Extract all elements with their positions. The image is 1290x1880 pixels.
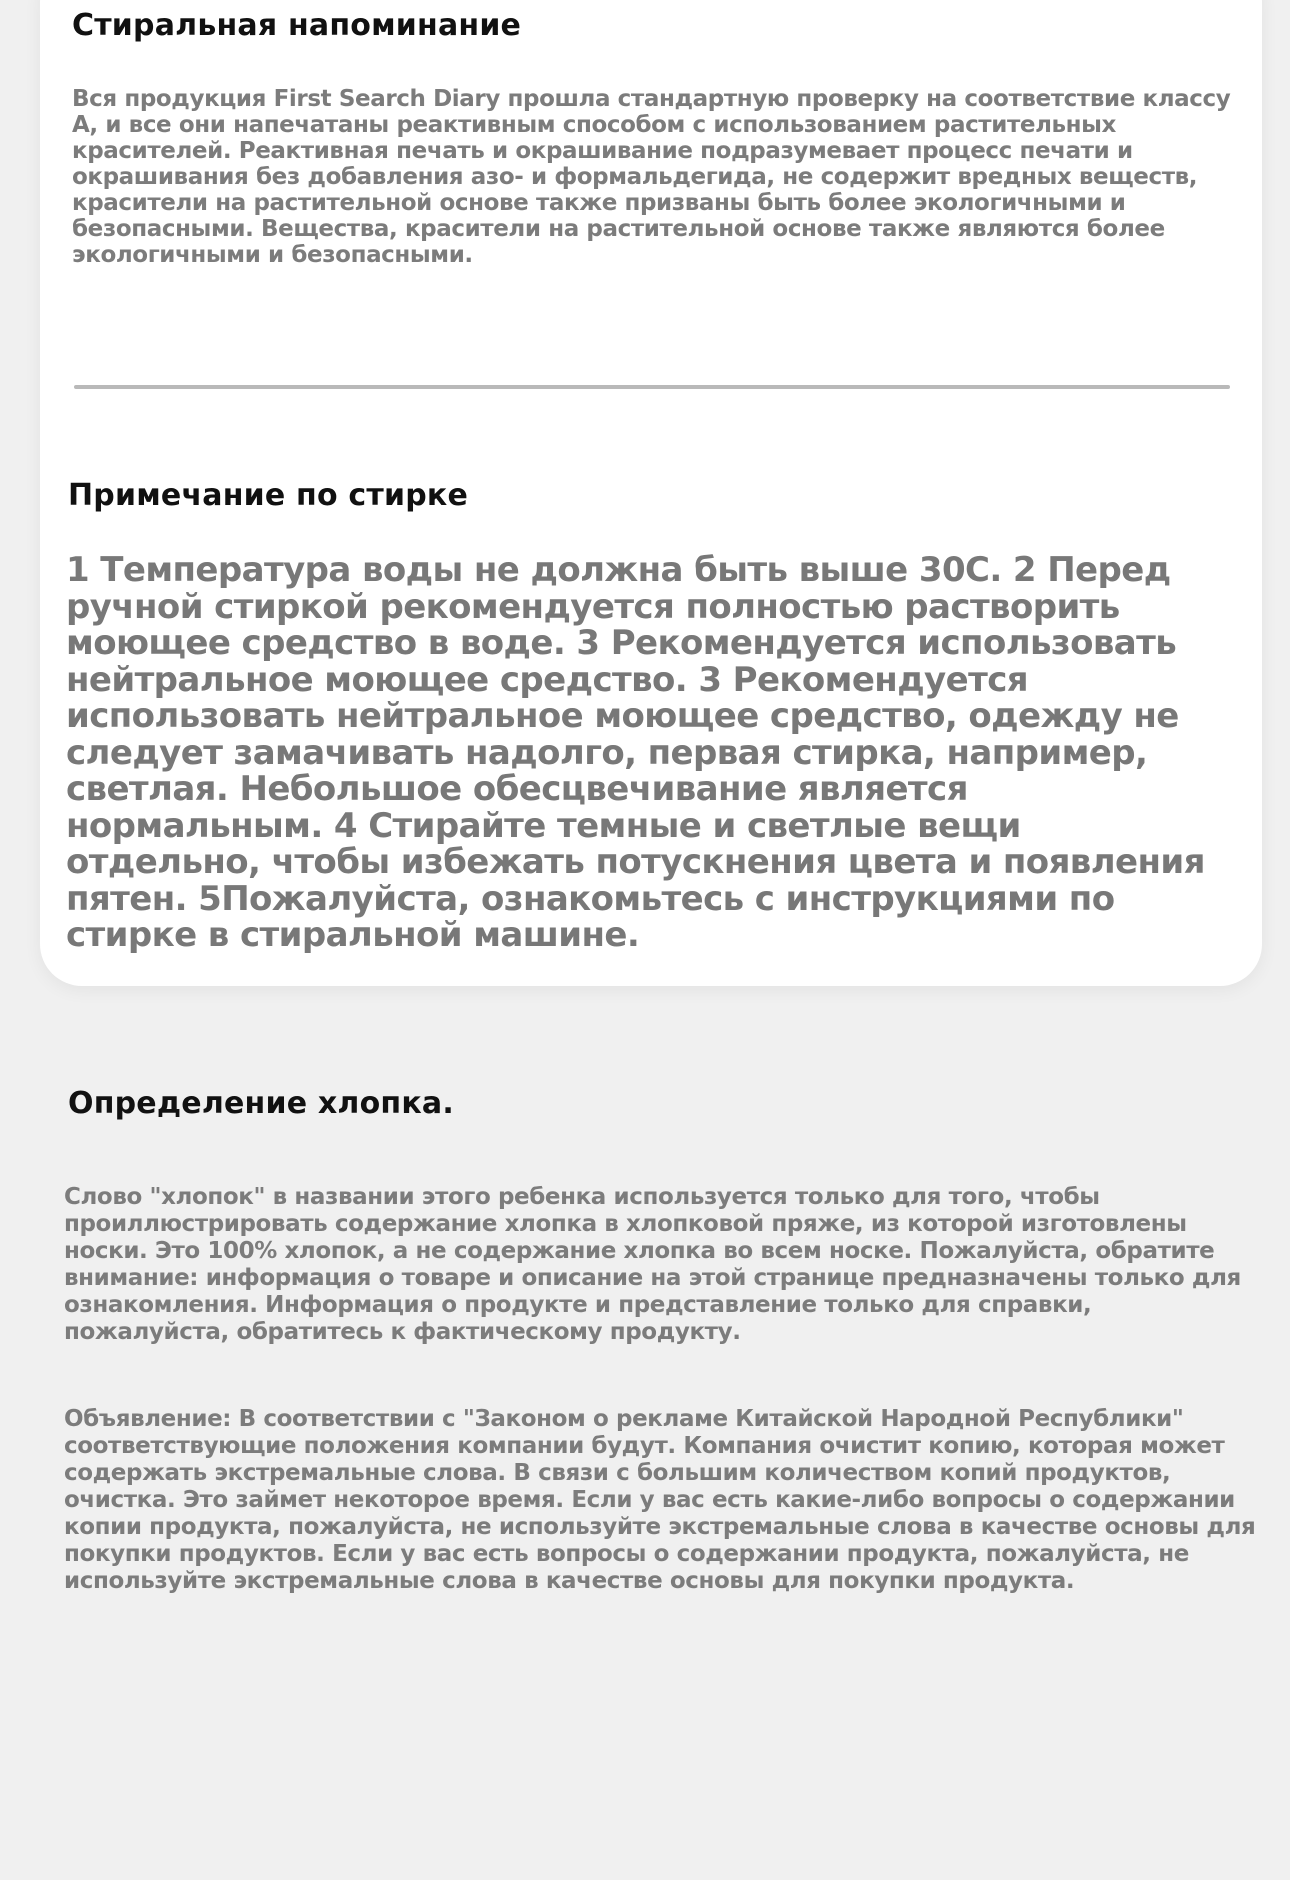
washing-note-text: 1 Температура воды не должна быть выше 30С. 2 Перед ручной стиркой рекомендуется полностью растворить моющее средство в воде. 3 Рекомендуется использовать нейтральное моющее средство. 3 Рекомендуется использовать нейтральное моющее средство, одежду не следует замачивать надолго, первая стирка, например, светлая. Небольшое обесцвечивание является нормальным. 4 Стирайте темные и светлые вещи отдельно, чтобы избежать потускнения цвета и появления пятен. 5Пожалуйста, ознакомьтесь с инструкциями по стирке в стиральной машине. [66, 550, 1205, 955]
section-divider [74, 385, 1230, 389]
washing-reminder-text: Вся продукция First Search Diary прошла стандартную проверку на соответствие классу А, и все они напечатаны реактивным способом с использованием растительных красителей. Реактивная печать и окрашивание подразумевает процесс печати и окрашивания без добавления азо- и формальдегида, не содержит вредных веществ, красители на растительной основе также призваны быть более экологичными и безопасными. Вещества, красители на растительной основе также являются более экологичными и безопасными. [72, 86, 1231, 268]
washing-reminder-title: Стиральная напоминание [72, 8, 522, 43]
cotton-definition-text: Слово "хлопок" в названии этого ребенка используется только для того, чтобы проиллюстрировать содержание хлопка в хлопковой пряже, из которой изготовлены носки. Это 100% хлопок, а не содержание хлопка во всем носке. Пожалуйста, обратите внимание: информация о товаре и описание на этой странице предназначены только для ознакомления. Информация о продукте и представление только для справки, пожалуйста, обратитесь к фактическому продукту. [64, 1184, 1241, 1345]
cotton-definition-title: Определение хлопка. [68, 1086, 454, 1121]
washing-note-title: Примечание по стирке [68, 478, 469, 513]
announcement-text: Объявление: В соответствии с "Законом о рекламе Китайской Народной Республики" соответствующие положения компании будут. Компания очистит копию, которая может содержать экстремальные слова. В связи с большим количеством копий продуктов, очистка. Это займет некоторое время. Если у вас есть какие-либо вопросы о содержании копии продукта, пожалуйста, не используйте экстремальные слова в качестве основы для покупки продуктов. Если у вас есть вопросы о содержании продукта, пожалуйста, не используйте экстремальные слова в качестве основы для покупки продукта. [64, 1406, 1256, 1594]
